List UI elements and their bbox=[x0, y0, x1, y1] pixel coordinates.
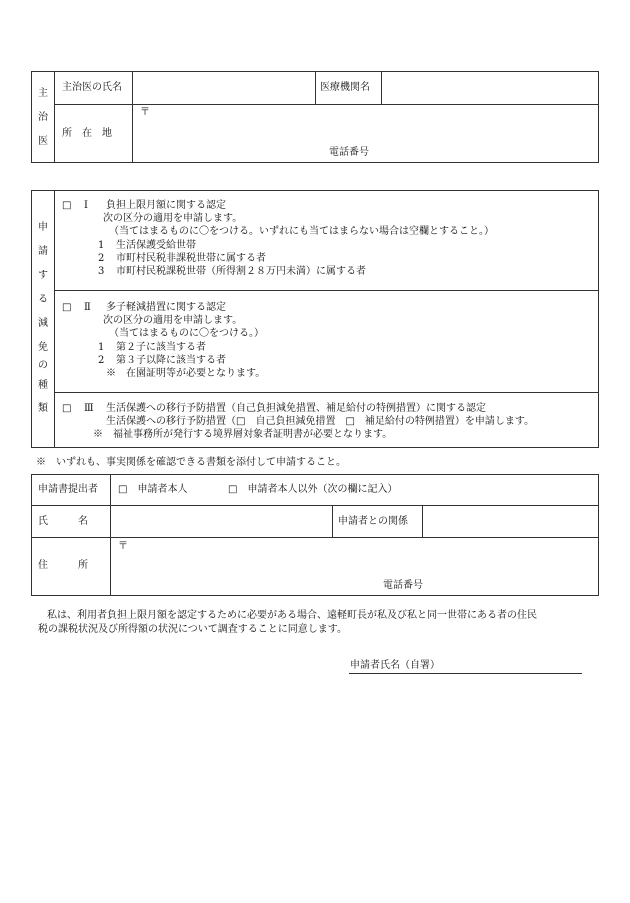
doctor-address-label: 所 在 地 bbox=[62, 128, 112, 139]
section1-line1: 次の区分の適用を申請します。 bbox=[103, 213, 243, 224]
section3-line1: 生活保護への移行予防措置（□ 自己負担減免措置 □ 補足給付の特例措置）を申請します。 bbox=[106, 416, 535, 427]
reduction-side-char: の bbox=[38, 360, 48, 371]
relation-label: 申請者との関係 bbox=[338, 516, 408, 527]
reduction-side-char: 免 bbox=[38, 342, 48, 353]
applicant-address-field[interactable] bbox=[112, 539, 597, 594]
section3-checkbox[interactable]: □ bbox=[62, 403, 72, 414]
signature-label: 申請者氏名（自署） bbox=[350, 660, 440, 671]
section1-item-no[interactable]: 3 bbox=[98, 266, 105, 277]
institution-label: 医療機関名 bbox=[320, 82, 370, 93]
section1-item-no[interactable]: 2 bbox=[98, 253, 105, 264]
applicant-address-label: 住 所 bbox=[38, 560, 88, 571]
section1-line2: （当てはまるものに〇をつける。いずれにも当てはまらない場合は空欄とすること。） bbox=[109, 226, 494, 237]
section3-note: ※ 福祉事務所が発行する境界層対象者証明書が必要となります。 bbox=[93, 429, 393, 440]
doctor-name-label: 主治医の氏名 bbox=[62, 82, 122, 93]
reduction-side-char: 種 bbox=[38, 380, 48, 391]
doctor-side-char: 主 bbox=[38, 88, 48, 99]
consent-line2: 税の課税状況及び所得額の状況について調査することに同意します。 bbox=[38, 624, 347, 635]
section2-item-no[interactable]: 1 bbox=[98, 342, 105, 353]
section2-numeral: Ⅱ bbox=[84, 302, 91, 313]
section2-item-no[interactable]: 2 bbox=[98, 355, 105, 366]
applicant-name-field[interactable] bbox=[112, 507, 330, 535]
reduction-side-char: 申 bbox=[38, 222, 48, 233]
section1-item-text: 市町村民税課税世帯（所得割２８万円未満）に属する者 bbox=[116, 266, 366, 277]
section2-line2: （当てはまるものに〇をつける。） bbox=[109, 328, 264, 339]
section1-numeral: Ⅰ bbox=[84, 200, 88, 211]
reduction-side-char: 減 bbox=[38, 318, 48, 329]
institution-field[interactable] bbox=[383, 73, 597, 102]
applicant-name-label: 氏 名 bbox=[38, 516, 88, 527]
section2-note: ※ 在園証明等が必要となります。 bbox=[106, 368, 266, 379]
submitter-other-option[interactable]: □ 申請者本人以外（次の欄に記入） bbox=[228, 484, 398, 495]
signature-line[interactable] bbox=[349, 673, 582, 674]
reduction-side-char: 請 bbox=[38, 246, 48, 257]
section3-title: 生活保護への移行予防措置（自己負担減免措置、補足給付の特例措置）に関する認定 bbox=[106, 403, 486, 414]
section2-line1: 次の区分の適用を申請します。 bbox=[103, 315, 243, 326]
section1-item-text: 生活保護受給世帯 bbox=[116, 240, 196, 251]
doctor-side-char: 治 bbox=[38, 112, 48, 123]
attachment-note: ※ いずれも、事実関係を確認できる書類を添付して申請すること。 bbox=[36, 457, 346, 468]
applicant-phone-label: 電話番号 bbox=[383, 580, 423, 591]
section2-title: 多子軽減措置に関する認定 bbox=[106, 302, 226, 313]
submitter-label: 申請書提出者 bbox=[38, 484, 98, 495]
section1-item-text: 市町村民税非課税世帯に属する者 bbox=[116, 253, 266, 264]
section2-checkbox[interactable]: □ bbox=[62, 302, 72, 313]
section1-checkbox[interactable]: □ bbox=[62, 200, 72, 211]
section2-item-text: 第２子に該当する者 bbox=[116, 342, 206, 353]
doctor-name-field[interactable] bbox=[134, 73, 313, 102]
postal-mark: 〒 bbox=[118, 541, 128, 552]
reduction-side-char: す bbox=[38, 270, 48, 281]
section3-numeral: Ⅲ bbox=[84, 403, 94, 414]
consent-line1: 私は、利用者負担上限月額を認定するために必要がある場合、遠軽町長が私及び私と同一世帯にある者の住民 bbox=[47, 610, 537, 621]
reduction-side-char: る bbox=[38, 294, 48, 305]
doctor-side-char: 医 bbox=[38, 136, 48, 147]
doctor-phone-label: 電話番号 bbox=[329, 147, 369, 158]
section2-item-text: 第３子以降に該当する者 bbox=[116, 355, 226, 366]
section1-item-no[interactable]: 1 bbox=[98, 240, 105, 251]
relation-field[interactable] bbox=[424, 507, 597, 535]
submitter-self-option[interactable]: □ 申請者本人 bbox=[118, 484, 188, 495]
reduction-side-char: 類 bbox=[38, 403, 48, 414]
section1-title: 負担上限月額に関する認定 bbox=[106, 200, 226, 211]
postal-mark: 〒 bbox=[140, 107, 150, 118]
